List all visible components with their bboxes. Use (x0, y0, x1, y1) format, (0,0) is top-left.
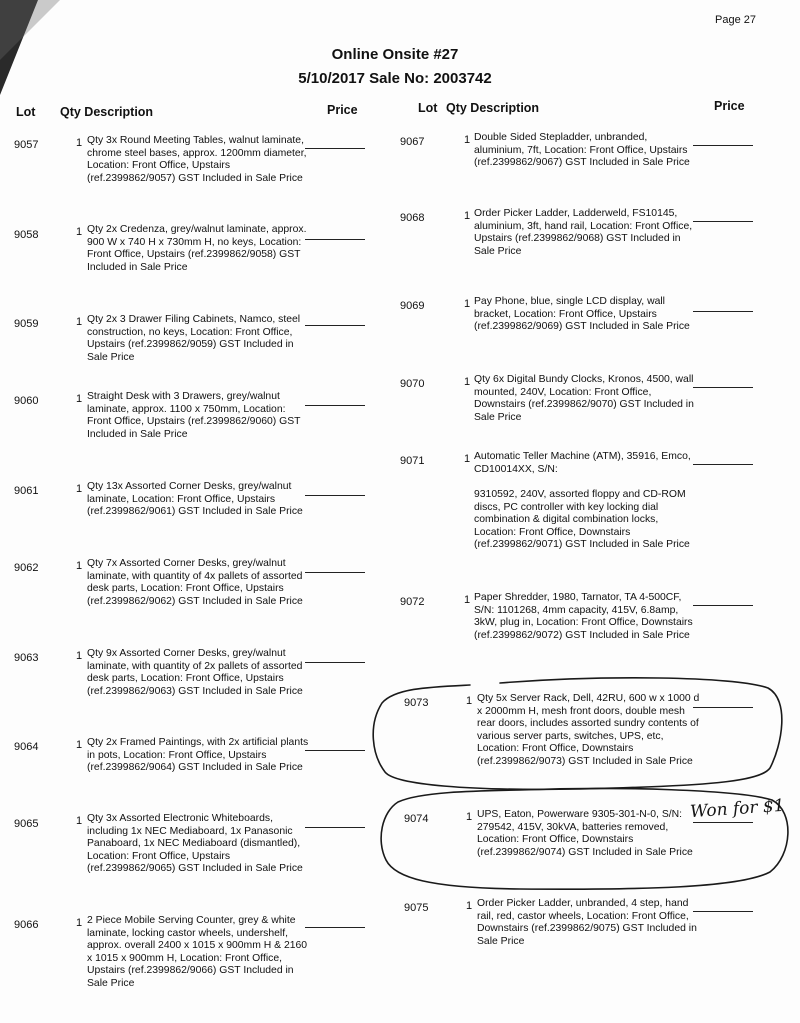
lot-number: 9067 (400, 136, 425, 148)
lot-description: Paper Shredder, 1980, Tarnator, TA 4-500CF, S/N: 1101268, 4mm capacity, 415V, 6.8amp, 3kW, plug in, Location: Front Office, Downstairs (ref.2399862/9072) GST Included in Sale Price (474, 592, 693, 641)
lot-qty: 1 (76, 739, 83, 751)
lot-qty: 1 (464, 594, 471, 606)
lot-number: 9060 (14, 395, 39, 407)
lot-qty: 1 (466, 695, 473, 707)
lot-number: 9058 (14, 229, 39, 241)
lot-qty: 1 (76, 316, 83, 328)
lot-description: Qty 7x Assorted Corner Desks, grey/walnut laminate, with quantity of 4x pallets of assorted desk parts, Location: Front Office, Upstairs (ref.2399862/9062) GST Included in Sale Price (87, 558, 303, 607)
right-header-price: Price (714, 99, 745, 113)
lot-number: 9057 (14, 139, 39, 151)
lot-description: Qty 2x 3 Drawer Filing Cabinets, Namco, steel construction, no keys, Location: Front Office, Upstairs (ref.2399862/9059) GST Included in Sale Price (87, 314, 301, 363)
left-header-qty-description: Qty Description (60, 105, 154, 119)
lot-number: 9074 (404, 813, 429, 825)
right-header-lot: Lot (418, 101, 438, 115)
left-header-lot: Lot (16, 105, 36, 119)
lot-description: Automatic Teller Machine (ATM), 35916, Emco, CD10014XX, S/N: (474, 451, 691, 475)
lot-number: 9061 (14, 485, 39, 497)
lot-description: Qty 13x Assorted Corner Desks, grey/walnut laminate, Location: Front Office, Upstairs (ref.2399862/9061) GST Included in Sale Price (87, 481, 303, 518)
sale-title: Online Onsite #27 (331, 46, 459, 63)
lot-description: UPS, Eaton, Powerware 9305-301-N-0, S/N: 279542, 415V, 30kVA, batteries removed, Location: Front Office, Downstairs (ref.2399862/9074) GST Included in Sale Price (477, 809, 693, 858)
lot-qty: 1 (464, 453, 471, 465)
right-header-qty-description: Qty Description (446, 101, 540, 115)
lot-qty: 1 (464, 298, 471, 310)
lot-description: Pay Phone, blue, single LCD display, wall bracket, Location: Front Office, Upstairs (ref.2399862/9069) GST Included in Sale Price (474, 296, 690, 333)
lot-qty: 1 (76, 483, 83, 495)
lot-number: 9062 (14, 562, 39, 574)
page-number: Page 27 (715, 14, 756, 26)
lot-number: 9059 (14, 318, 39, 330)
lot-number: 9063 (14, 652, 39, 664)
lot-number: 9072 (400, 596, 425, 608)
lot-description: Order Picker Ladder, unbranded, 4 step, hand rail, red, castor wheels, Location: Front Office, Downstairs (ref.2399862/9075) GST Included in Sale Price (477, 898, 697, 947)
lot-qty: 1 (466, 811, 473, 823)
lot-qty: 1 (76, 137, 83, 149)
lot-description: Straight Desk with 3 Drawers, grey/walnut laminate, approx. 1100 x 750mm, Location: Front Office, Upstairs (ref.2399862/9060) GST Included in Sale Price (87, 391, 301, 440)
lot-qty: 1 (76, 815, 83, 827)
lot-number: 9065 (14, 818, 39, 830)
lot-number: 9070 (400, 378, 425, 390)
lot-qty: 1 (464, 376, 471, 388)
lot-number: 9073 (404, 697, 429, 709)
lot-number: 9069 (400, 300, 425, 312)
lot-qty: 1 (76, 560, 83, 572)
lot-qty: 1 (76, 650, 83, 662)
left-header-price: Price (327, 103, 358, 117)
lot-qty: 1 (466, 900, 473, 912)
lot-number: 9068 (400, 212, 425, 224)
lot-qty: 1 (76, 226, 83, 238)
lot-number: 9066 (14, 919, 39, 931)
lot-number: 9071 (400, 455, 425, 467)
lot-qty: 1 (464, 210, 471, 222)
handwritten-won-note: Won for $1 (689, 795, 786, 823)
lot-qty: 1 (76, 917, 83, 929)
lot-description-continued: 9310592, 240V, assorted floppy and CD-ROM discs, PC controller with key locking dial combination & digital combination locks, Location: Front Office, Downstairs (ref.2399862/9071) GST Included in Sale Price (474, 489, 690, 551)
lot-description: Qty 5x Server Rack, Dell, 42RU, 600 w x 1000 d x 2000mm H, mesh front doors, double mesh rear doors, includes assorted sundry contents of various server parts, switches, UPS, etc, Location: Front Office, Downstairs (ref.2399862/9073) GST Included in Sale Price (477, 693, 700, 767)
lot-description: Qty 9x Assorted Corner Desks, grey/walnut laminate, with quantity of 2x pallets of assorted desk parts, Location: Front Office, Upstairs (ref.2399862/9063) GST Included in Sale Price (87, 648, 303, 697)
lot-description: Qty 2x Credenza, grey/walnut laminate, approx. 900 W x 740 H x 730mm H, no keys, Location: Front Office, Upstairs (ref.2399862/9058) GST Included in Sale Price (87, 224, 307, 273)
sale-date-number: 5/10/2017 Sale No: 2003742 (298, 70, 492, 87)
lot-description: Qty 6x Digital Bundy Clocks, Kronos, 4500, wall mounted, 240V, Location: Front Office, Downstairs (ref.2399862/9070) GST Included in Sale Price (474, 374, 694, 423)
lot-qty: 1 (464, 134, 471, 146)
lot-number: 9064 (14, 741, 39, 753)
lot-description: Qty 2x Framed Paintings, with 2x artificial plants in pots, Location: Front Office, Upstairs (ref.2399862/9064) GST Included in Sale Price (87, 737, 309, 774)
lot-description: Qty 3x Assorted Electronic Whiteboards, including 1x NEC Mediaboard, 1x Panasonic Panaboard, 1x NEC Mediaboard (dismantled), Location: Front Office, Upstairs (ref.2399862/9065) GST Included in Sale Price (87, 813, 303, 875)
lot-description: Order Picker Ladder, Ladderweld, FS10145, aluminium, 3ft, hand rail, Location: Front Office, Upstairs (ref.2399862/9068) GST Included in Sale Price (474, 208, 693, 257)
lot-number: 9075 (404, 902, 429, 914)
lot-qty: 1 (76, 393, 83, 405)
lot-description: Qty 3x Round Meeting Tables, walnut laminate, chrome steel bases, approx. 1200mm diameter, Location: Front Office, Upstairs (ref.2399862/9057) GST Included in Sale Price (87, 135, 307, 184)
lot-description: Double Sided Stepladder, unbranded, aluminium, 7ft, Location: Front Office, Upstairs (ref.2399862/9067) GST Included in Sale Price (474, 132, 690, 169)
lot-description: 2 Piece Mobile Serving Counter, grey & white laminate, locking castor wheels, undershelf, approx. overall 2400 x 1015 x 900mm H & 2160 x 1015 x 900mm H, Location: Front Office, Upstairs (ref.2399862/9066) GST Included in Sale Price (87, 915, 308, 989)
circle-around-lot-9073 (373, 678, 782, 790)
